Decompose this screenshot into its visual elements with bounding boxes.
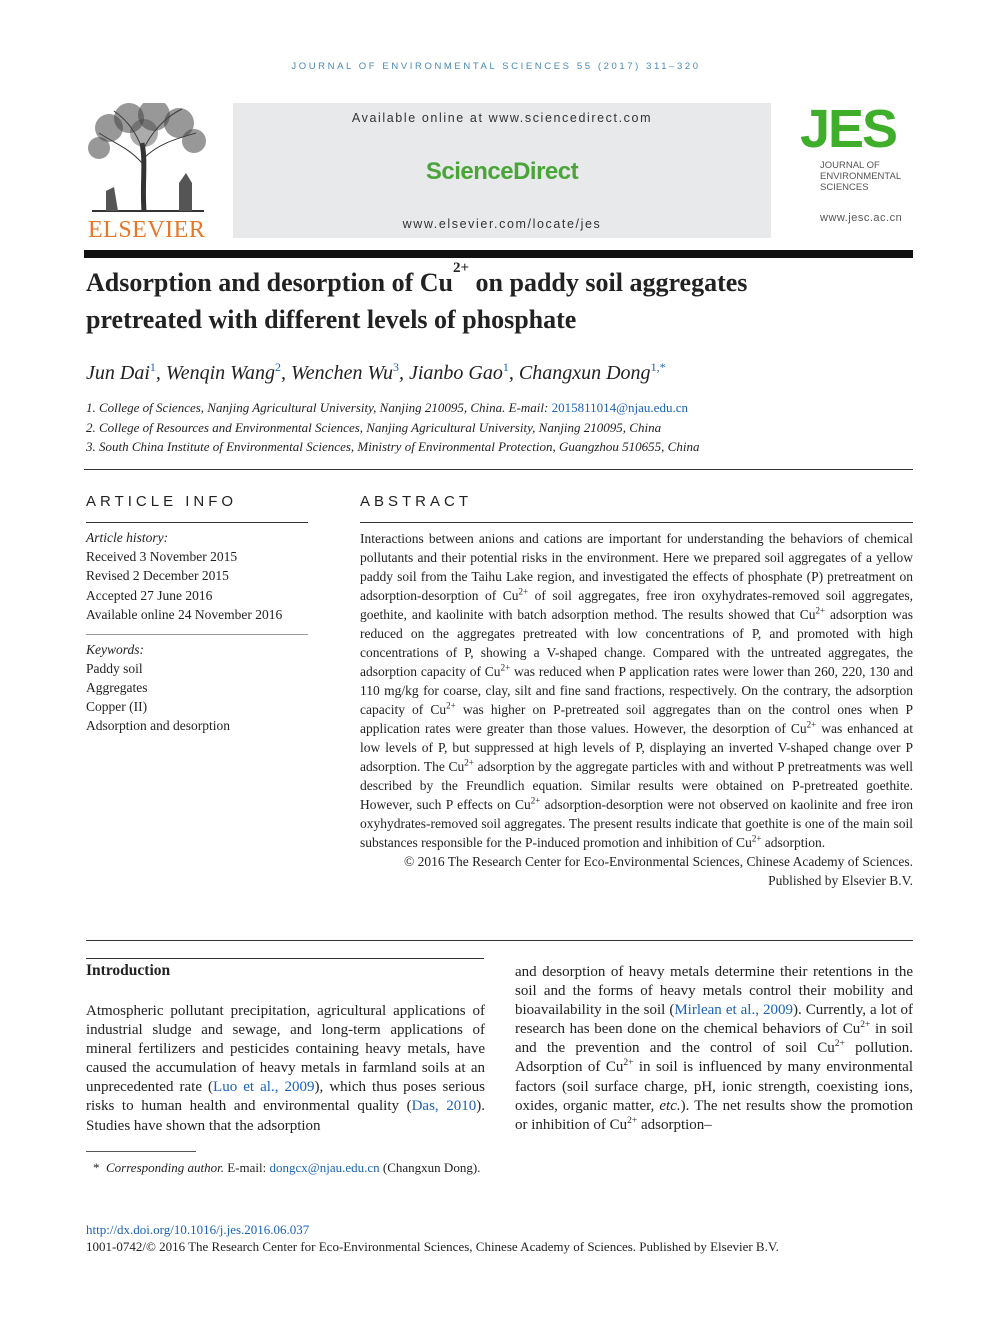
superscript: 2+ bbox=[806, 719, 817, 730]
superscript: 2+ bbox=[815, 605, 826, 616]
journal-citation-line: JOURNAL OF ENVIRONMENTAL SCIENCES 55 (2017) 311–320 bbox=[291, 61, 701, 72]
article-title bbox=[86, 260, 916, 338]
keyword: Aggregates bbox=[86, 680, 148, 695]
author-name[interactable]: Jianbo Gao bbox=[409, 362, 503, 384]
affiliation-text: 1. College of Sciences, Nanjing Agricultural University, Nanjing 210095, China. E-mail: bbox=[86, 400, 552, 415]
footnote-text: E-mail: bbox=[223, 1160, 270, 1175]
author-affiliation-ref[interactable]: 1,* bbox=[650, 360, 666, 374]
title-text: on paddy soil aggregates bbox=[469, 268, 748, 297]
title-line-2: pretreated with different levels of phosphate bbox=[86, 305, 577, 334]
body-text: ). Studies have shown that the adsorption bbox=[86, 1098, 485, 1134]
divider bbox=[86, 958, 484, 959]
divider bbox=[84, 469, 913, 470]
title-superscript: 2+ bbox=[452, 260, 470, 276]
jes-logo: JES bbox=[800, 99, 897, 159]
history-item: Received 3 November 2015 bbox=[86, 549, 238, 564]
affiliation-1 bbox=[86, 400, 916, 416]
affiliation-email-link[interactable]: 2015811014@njau.edu.cn bbox=[551, 400, 688, 415]
body-text: adsorption– bbox=[637, 1116, 712, 1133]
author-affiliation-ref[interactable]: 1 bbox=[149, 360, 156, 374]
history-item: Accepted 27 June 2016 bbox=[86, 588, 213, 603]
history-item: Revised 2 December 2015 bbox=[86, 568, 229, 583]
corresponding-author-footnote bbox=[93, 1160, 480, 1176]
abstract-text: adsorption by the aggregate particles with and without P pretreatments was well described by the Freundlich equation. Similar results were obtained on P-pretreated goethite. However, such P effects on Cu bbox=[360, 759, 913, 812]
citation-link[interactable]: Luo et al., 2009 bbox=[213, 1079, 315, 1096]
abstract-text: Interactions between anions and cations are important for understanding the behaviors of chemical pollutants and their potential risks in the environment. Here we prepared soil aggregates of a yellow paddy soil from the Taihu Lake region, and investigated the effects of phosphate (P) pretreatment on adsorption-desorption of Cu bbox=[360, 531, 913, 603]
divider bbox=[86, 940, 913, 941]
abstract-body bbox=[360, 529, 913, 890]
superscript: 2+ bbox=[464, 757, 474, 768]
elsevier-wordmark: ELSEVIER bbox=[88, 217, 206, 243]
abstract-copyright: © 2016 The Research Center for Eco-Environmental Sciences, Chinese Academy of Sciences. bbox=[404, 854, 913, 869]
keywords-label: Keywords: bbox=[86, 642, 144, 657]
keyword: Copper (II) bbox=[86, 699, 148, 714]
divider bbox=[360, 522, 913, 523]
body-text: etc. bbox=[659, 1097, 681, 1114]
keyword: Paddy soil bbox=[86, 661, 143, 676]
sciencedirect-logo[interactable]: ScienceDirect bbox=[425, 158, 579, 185]
jes-subtitle-line: SCIENCES bbox=[820, 182, 869, 193]
footnote-rule bbox=[86, 1151, 196, 1152]
intro-left-column bbox=[86, 1002, 485, 1136]
body-text: Atmospheric pollutant precipitation, agricultural applications of industrial sludge and sewage, and long-term applications of mineral fertilizers and pesticides containing heavy metals, have caused the accumulation of heavy metals in farmland soils at an unprecedented rate ( bbox=[86, 1003, 485, 1096]
superscript: 2+ bbox=[530, 795, 541, 806]
body-text: pollution. Adsorption of Cu bbox=[515, 1040, 913, 1076]
jes-subtitle-line: ENVIRONMENTAL bbox=[820, 171, 902, 182]
abstract-text: was reduced when P application rates were lower than 260, 220, 130 and 110 mg/kg for coarse, clay, silt and fine sand fractions, respectively. On the contrary, the adsorption capacity of Cu bbox=[360, 664, 913, 717]
author-affiliation-ref[interactable]: 2 bbox=[274, 360, 281, 374]
affiliation-2: 2. College of Resources and Environmental Sciences, Nanjing Agricultural University, Nanjing 210095, China bbox=[86, 420, 662, 435]
divider bbox=[86, 634, 308, 635]
history-label: Article history: bbox=[86, 530, 169, 545]
citation-link[interactable]: Mirlean et al., 2009 bbox=[674, 1002, 793, 1019]
jes-subtitle bbox=[820, 160, 901, 193]
available-online-text: Available online at www.sciencedirect.com bbox=[351, 111, 653, 125]
superscript: 2+ bbox=[751, 833, 762, 844]
body-text: ), which thus poses serious risks to human health and environmental quality ( bbox=[86, 1079, 485, 1115]
author-list: Jun Dai$^1$, Wenqin Wang$^2$, Wenchen Wu$^3$, Jianbo Gao$^1$, Changxun Dong$^{1,*}$ bbox=[86, 360, 666, 384]
header-rule bbox=[84, 250, 913, 258]
citation-link[interactable]: Das, 2010 bbox=[411, 1098, 477, 1115]
superscript: 2+ bbox=[834, 1039, 845, 1050]
author-affiliation-ref[interactable]: 3 bbox=[393, 360, 399, 374]
superscript: 2+ bbox=[518, 586, 529, 597]
abstract-text: adsorption. bbox=[761, 835, 826, 850]
superscript: 2+ bbox=[860, 1020, 871, 1031]
body-text: ). The net results show the promotion or inhibition of Cu bbox=[515, 1097, 913, 1133]
author-name[interactable]: Changxun Dong bbox=[518, 362, 651, 384]
author-affiliation-ref[interactable]: 1 bbox=[502, 360, 509, 374]
introduction-heading: Introduction bbox=[86, 962, 171, 979]
abstract-text: adsorption-desorption were not observed on kaolinite and free iron oxyhydrates-removed soil aggregates. The present results indicate that goethite is one of the main soil substances responsible for the P-induced promotion and inhibition of Cu bbox=[360, 797, 913, 850]
abstract-text: of soil aggregates, free iron oxyhydrates-removed soil aggregates, goethite, and kaolinite with batch adsorption method. The results showed that Cu bbox=[360, 588, 914, 622]
elsevier-locate-url[interactable]: www.elsevier.com/locate/jes bbox=[402, 217, 602, 231]
author-name[interactable]: Jun Dai bbox=[86, 362, 150, 384]
history-item: Available online 24 November 2016 bbox=[86, 607, 283, 622]
abstract-publisher: Published by Elsevier B.V. bbox=[768, 873, 913, 888]
author-name[interactable]: Wenqin Wang bbox=[165, 362, 275, 384]
body-text: in soil is influenced by many environmental factors (soil surface charge, pH, ionic strength, coexisting ions, oxides, organic matter, bbox=[515, 1059, 913, 1114]
abstract-text: adsorption was reduced on the aggregates pretreated with low concentrations of P, and promoted with high concentrations of P, showing a V-shaped change. Compared with the untreated aggregates, the adsorption capacity of Cu bbox=[360, 607, 913, 679]
body-text: in soil and the prevention and the control of soil Cu bbox=[515, 1021, 914, 1057]
abstract-text: was higher on P-pretreated soil aggregates than on the control ones when P application rates were greater than those values. However, the desorption of Cu bbox=[360, 702, 913, 736]
footnote-marker: * bbox=[93, 1160, 100, 1175]
affiliation-3: 3. South China Institute of Environmental Sciences, Ministry of Environmental Protection, Guangzhou 510655, China bbox=[86, 439, 700, 454]
body-text: ). Currently, a lot of research has been done on the chemical behaviors of Cu bbox=[515, 1002, 913, 1038]
superscript: 2+ bbox=[500, 662, 511, 673]
article-info-heading: ARTICLE INFO bbox=[86, 493, 238, 510]
author-name[interactable]: Wenchen Wu bbox=[290, 362, 393, 384]
superscript: 2+ bbox=[623, 1058, 634, 1069]
superscript: 2+ bbox=[627, 1115, 638, 1126]
abstract-heading: ABSTRACT bbox=[360, 493, 473, 510]
jes-url[interactable]: www.jesc.ac.cn bbox=[820, 212, 903, 224]
intro-right-column bbox=[515, 963, 913, 1135]
footnote-text: (Changxun Dong). bbox=[379, 1160, 481, 1175]
abstract-text: was enhanced at low levels of P, but suppressed at high levels of P, displaying an inverted V-shaped change over P adsorption. The Cu bbox=[360, 721, 913, 774]
divider bbox=[86, 522, 308, 523]
doi-link[interactable]: http://dx.doi.org/10.1016/j.jes.2016.06.037 bbox=[86, 1222, 310, 1237]
issn-copyright: 1001-0742/© 2016 The Research Center for Eco-Environmental Sciences, Chinese Academy of Sciences. Published by Elsevier B.V. bbox=[86, 1239, 779, 1254]
body-text: and desorption of heavy metals determine their retentions in the soil and the forms of heavy metals control their mobility and bioavailability in the soil ( bbox=[515, 964, 913, 1019]
title-text: Adsorption and desorption of Cu bbox=[86, 268, 453, 297]
keyword: Adsorption and desorption bbox=[86, 718, 230, 733]
jes-subtitle-line: JOURNAL OF bbox=[820, 160, 880, 171]
superscript: 2+ bbox=[446, 700, 456, 711]
corresponding-email-link[interactable]: dongcx@njau.edu.cn bbox=[269, 1160, 380, 1175]
footnote-label: Corresponding author. bbox=[106, 1160, 224, 1175]
